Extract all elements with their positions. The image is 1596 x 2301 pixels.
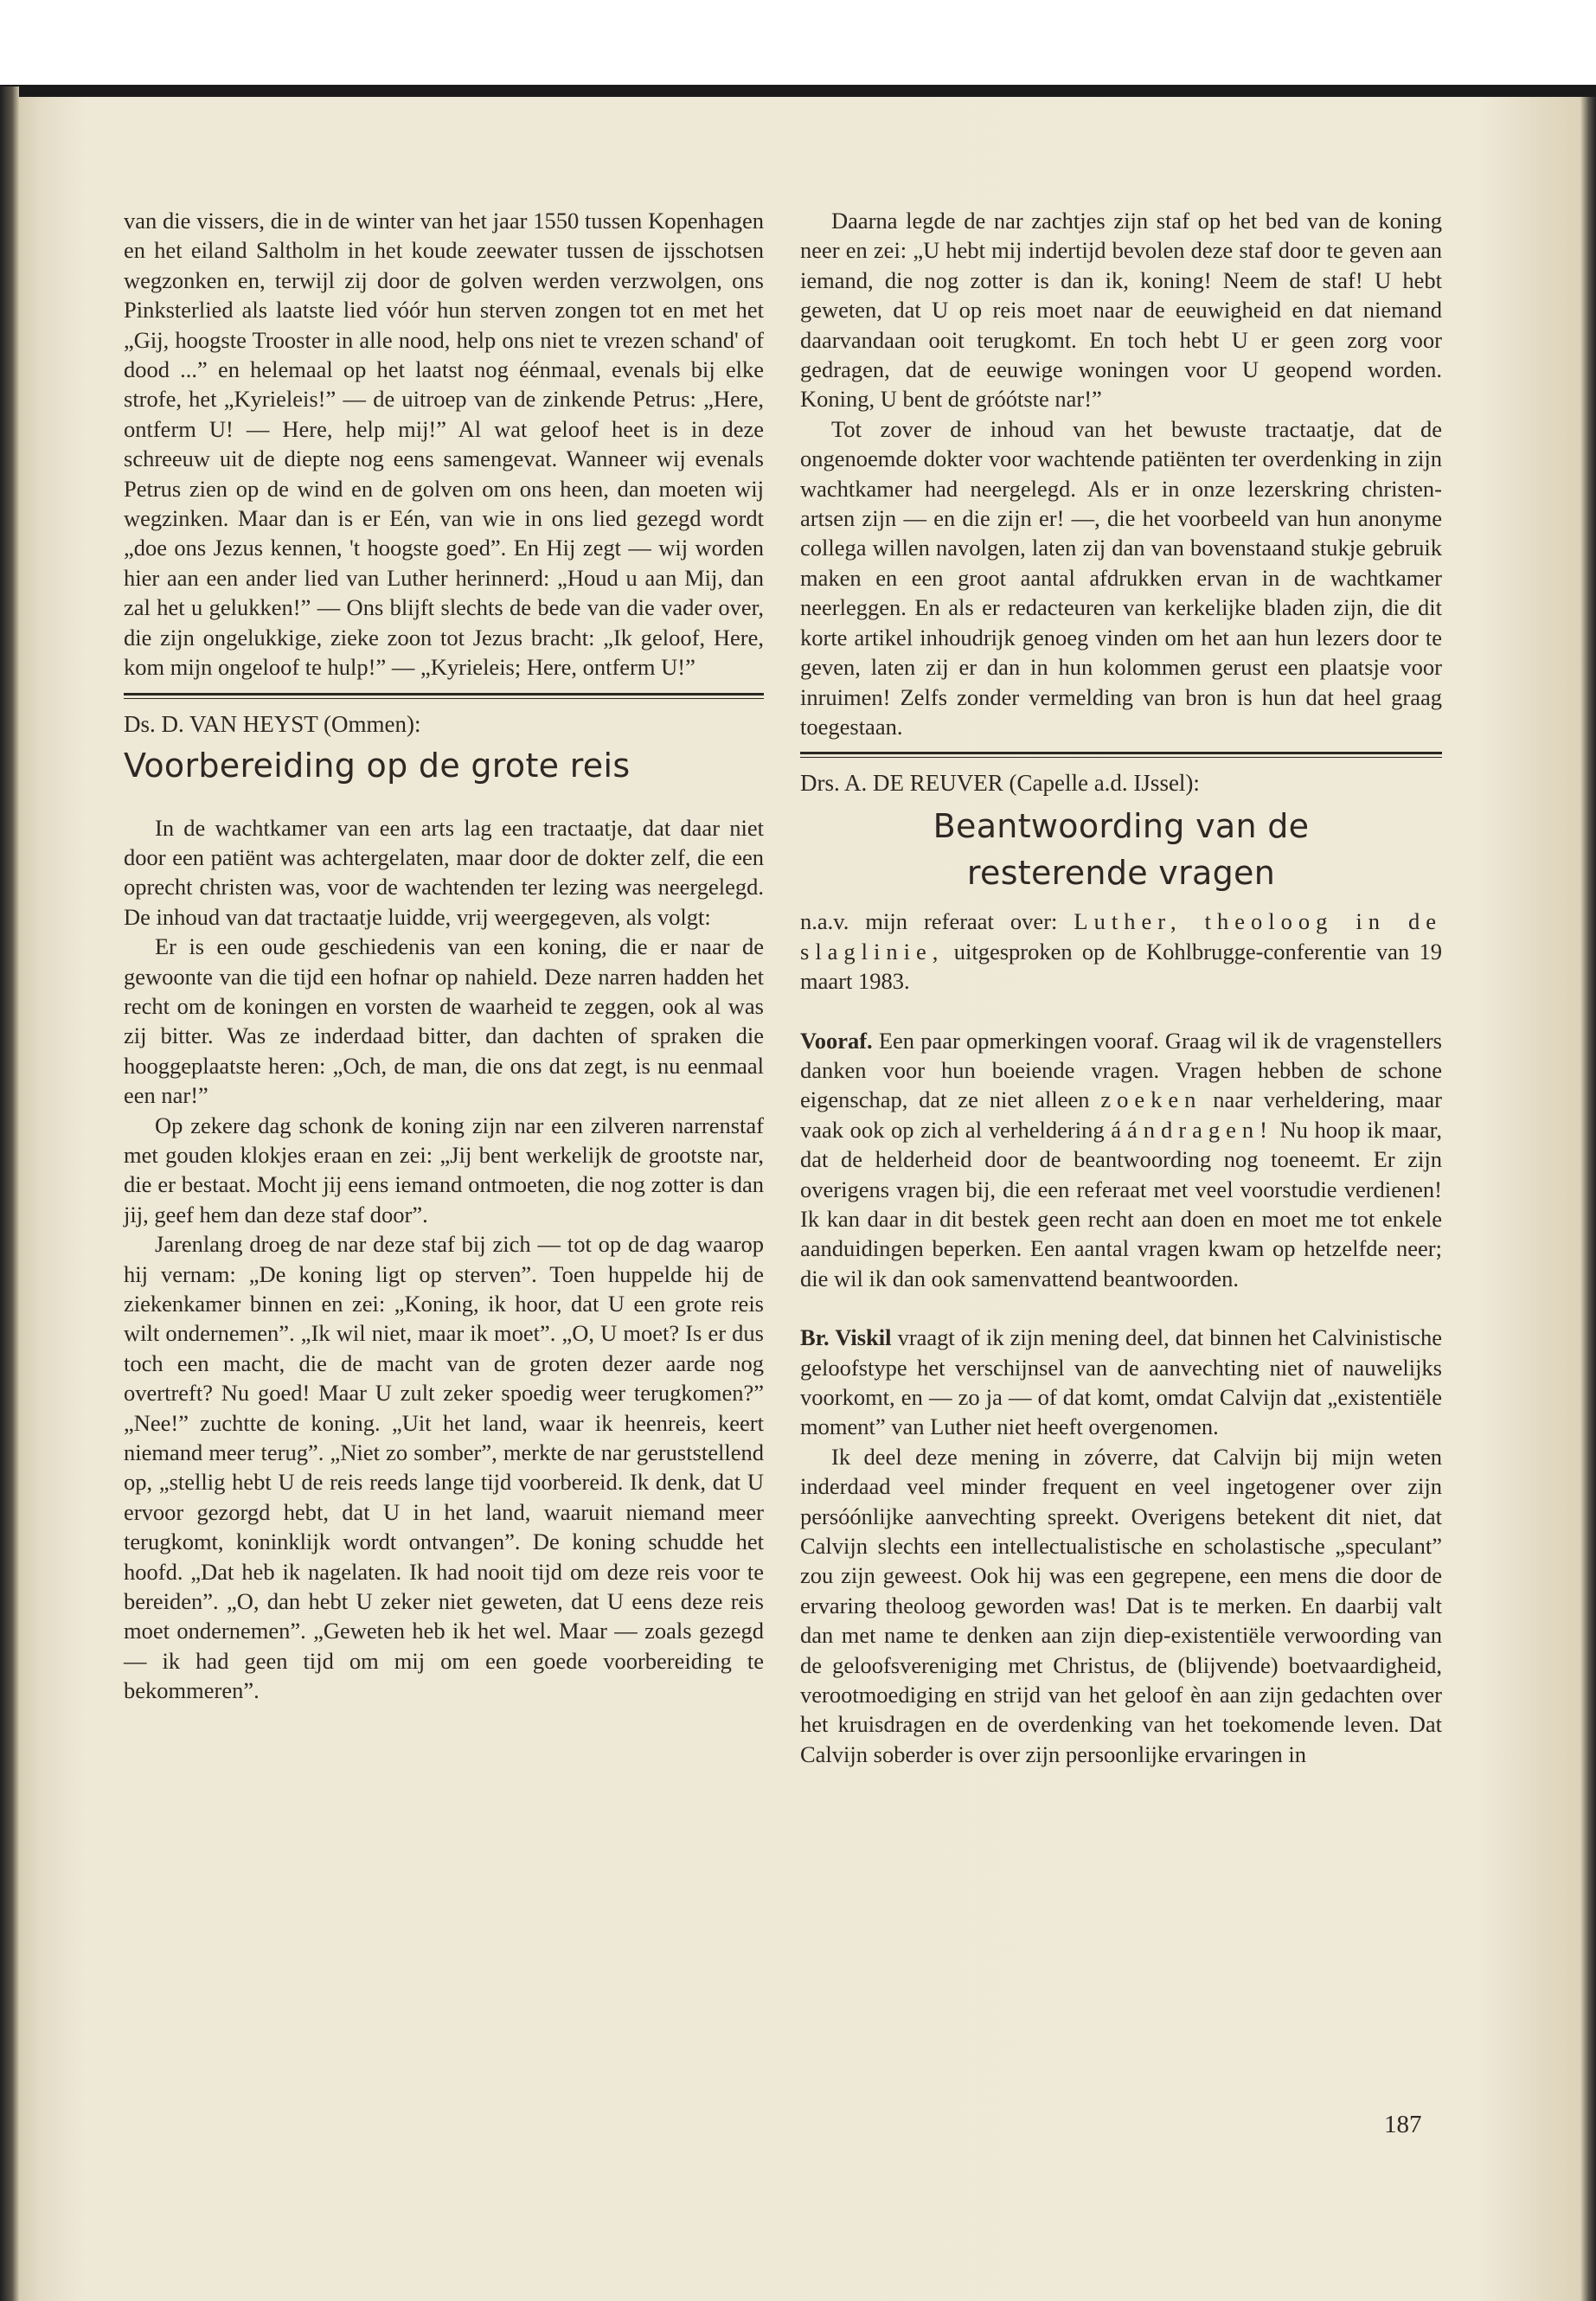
paragraph-text: Nu hoop ik maar, dat de helderheid door de beantwoording nog toeneemt. Er zijn overigens vragen bij, die een referaat met veel voorstudie verdienen! Ik kan daar in dit bestek geen recht aan doen en moet me tot enkele aanduidingen beperken. Een aantal vragen kwam op hetzelfde neer; die wil ik dan ook samenvattend beantwoorden. <box>800 1116 1442 1292</box>
article-paragraph: Er is een oude geschiedenis van een koning, die er naar de gewoonte van die tijd een hofnar op nahield. Deze narren hadden het recht om de koningen en vorsten de waarheid te zeggen, ook al was zij bitter. Was ze inderdaad bitter, dan dachten of spraken die hooggeplaatste heren: „Och, de man, die ons dat zegt, is nu eenmaal een nar!” <box>124 933 764 1109</box>
article-paragraph: Op zekere dag schonk de koning zijn nar een zilveren narrenstaf met gouden klokjes eraan en zei: „Jij bent werkelijk de grootste nar, die er bestaat. Mocht jij eens iemand ontmoeten, die nog zotter is dan jij, geef hem dan deze staf door”. <box>124 1112 764 1227</box>
article-title-line: Beantwoording van de <box>933 807 1310 846</box>
continuation-paragraph: Daarna legde de nar zachtjes zijn staf op het bed van de koning neer en zei: „U hebt mij indertijd bevolen deze staf door te geven aan iemand, die nog zotter is dan ik, koning! Neem de staf! U hebt geweten, dat U op reis moet naar de eeuwigheid en dat niemand daarvandaan ooit terugkomt. En toch hebt U er geen zorg voor gedragen, dat de eeuwige woningen voor U geopend worden. Koning, U bent de gróótste nar!” <box>800 208 1442 413</box>
left-column <box>124 206 764 1706</box>
paragraph-text: Een paar opmerkingen vooraf. Graag wil ik de vragenstellers danken voor hun boeiende vragen. Vragen hebben de schone eigenschap, dat ze niet alleen <box>800 1027 1442 1113</box>
paragraph-spaced-text: zoeken <box>1100 1086 1202 1113</box>
article-paragraph <box>800 1323 1442 1442</box>
paragraph-spaced-text: áándragen! <box>1111 1116 1273 1143</box>
article-paragraph: In de wachtkamer van een arts lag een tractaatje, dat daar niet door een patiënt was achtergelaten, maar door de dokter zelf, die een oprecht christen was, voor de wachtenden ter lezing was neergelegd. De inhoud van dat tractaatje luidde, vrij weergegeven, als volgt: <box>124 814 764 930</box>
scan-top-border <box>0 85 1596 97</box>
article-byline: Ds. D. VAN HEYST (Ommen): <box>124 710 421 737</box>
paragraph-text: naar verheldering, maar vaak ook op zich al verheldering <box>800 1086 1442 1143</box>
paragraph-text: vraagt of ik zijn mening deel, dat binnen het Calvinistische geloofstype het verschijnsel van de aanvechting niet of nauwelijks voorkomt, en — zo ja — of dat komt, omdat Calvijn dat „existentiële moment” van Luther niet heeft overgenomen. <box>800 1324 1442 1440</box>
subtitle-text: uitgesproken op de Kohlbrugge-conferentie van 19 maart 1983. <box>800 938 1442 995</box>
paragraph-lead: Vooraf. <box>800 1027 873 1054</box>
scan-left-edge <box>0 87 19 2301</box>
article-paragraph <box>800 1026 1442 1294</box>
continuation-paragraph: Tot zover de inhoud van het bewuste tractaatje, dat de ongenoemde dokter voor wachtende patiënten ter overdenking in zijn wachtkamer had neergelegd. Als er in onze lezerskring christen-artsen zijn — en die zijn er! —, die het voorbeeld van hun anonyme collega willen navolgen, laten zij dan van bovenstaand stukje gebruik maken en een groot aantal afdrukken ervan in de wachtkamer neerleggen. En als er redacteuren van kerkelijke bladen zijn, die dit korte artikel inhoudrijk genoeg vinden om het aan hun lezers door te geven, laten zij er dan in hun kolommen gerust een plaatsje voor inruimen! Zelfs zonder vermelding van bron is hun dat heel graag toegestaan. <box>800 415 1442 740</box>
article-byline: Drs. A. DE REUVER (Capelle a.d. IJssel): <box>800 770 1200 797</box>
continuation-paragraph: van die vissers, die in de winter van het jaar 1550 tussen Kopenhagen en het eiland Saltholm in het koude zeewater tussen de ijsschotsen wegzonken en, terwijl zij door de golven werden verzwolgen, ons Pinksterlied als laatste lied vóór hun sterven zongen tot en met het „Gij, hoogste Trooster in alle nood, help ons niet te vrezen schand' of dood ...” en helemaal op het laatst nog éénmaal, evenals bij elke strofe, het „Kyrieleis!” — de uitroep van de zinkende Petrus: „Here, ontferm U! — Here, help mij!” Al wat geloof heet is in deze schreeuw uit de diepte nog eens samengevat. Wanneer wij evenals Petrus zien op de wind en de golven om ons heen, dan moeten wij wegzinken. Maar dan is er Eén, van wie in ons lied gezegd wordt „doe ons Jezus kennen, 't hoogste goed”. En Hij zegt — wij worden hier aan een ander lied van Luther herinnerd: „Houd u aan Mij, dan zal het u gelukken!” — Ons blijft slechts de bede van die vader over, die zijn ongelukkige, zieke zoon tot Jezus bracht: „Ik geloof, Here, kom mijn ongeloof te hulp!” — „Kyrieleis; Here, ontferm U!” <box>124 208 764 681</box>
paragraph-lead: Br. Viskil <box>800 1324 892 1351</box>
article-title: Voorbereiding op de grote reis <box>124 746 631 785</box>
subtitle-text: n.a.v. mijn referaat over: <box>800 908 1074 935</box>
subtitle-spaced-text: Luther, theoloog in de slaglinie, <box>800 908 1443 965</box>
article-paragraph: Jarenlang droeg de nar deze staf bij zich — tot op de dag waarop hij vernam: „De koning ligt op sterven”. Toen huppelde hij de ziekenkamer binnen en zei: „Koning, ik hoor, dat U een grote reis wilt ondernemen”. „Ik wil niet, maar ik moet”. „O, U moet? Is er dus toch een macht, die de macht van de groten dezer aarde nog overtreft? Nu goed! Maar U zult zeker spoedig weer terugkomen?” „Nee!” zuchtte de koning. „Uit het land, waar ik heenreis, keert niemand meer terug”. „Niet zo somber”, merkte de nar geruststellend op, „stellig hebt U de reis reeds lange tijd voorbereid. Ik denk, dat U ervoor gezorgd hebt, dat U in het land, waaruit niemand meer terugkomt, koninklijk wordt ontvangen”. De koning schudde het hoofd. „Dat heb ik nagelaten. Ik had nooit tijd om deze reis voor te bereiden”. „O, dan hebt U zeker niet geweten, dat U eens deze reis moet ondernemen”. „Geweten heb ik het wel. Maar — zoals gezegd — ik had geen tijd om mij om een goede voorbereiding te bekommeren”. <box>124 1231 764 1704</box>
article-paragraph: Ik deel deze mening in zóverre, dat Calvijn bij mijn weten inderdaad veel minder frequent en veel ingetogener over zijn persóónlijke aanvechting spreekt. Overigens betekent dit niet, dat Calvijn slechts een intellectualistische en scholastische „speculant” zou zijn geweest. Ook hij was een gegrepene, een mens die door de ervaring theoloog geworden was! Dat is te merken. En daarbij valt dan met name te denken aan zijn diep-existentiële verwoording van de geloofsvereniging met Christus, de (blijvende) boetvaardigheid, verootmoediging en strijd van het geloof èn aan zijn gedachten over het kruisdragen en de overdenking van het toekomende leven. Dat Calvijn soberder is over zijn persoonlijke ervaringen in <box>800 1443 1442 1767</box>
scan-right-edge <box>1580 97 1596 2301</box>
page-number: 187 <box>1384 2111 1422 2138</box>
article-title <box>800 803 1442 896</box>
article-divider <box>800 752 1442 758</box>
article-subtitle <box>800 907 1442 996</box>
right-column <box>800 206 1442 1769</box>
article-title-line: resterende vragen <box>966 854 1276 893</box>
article-divider <box>124 693 764 699</box>
